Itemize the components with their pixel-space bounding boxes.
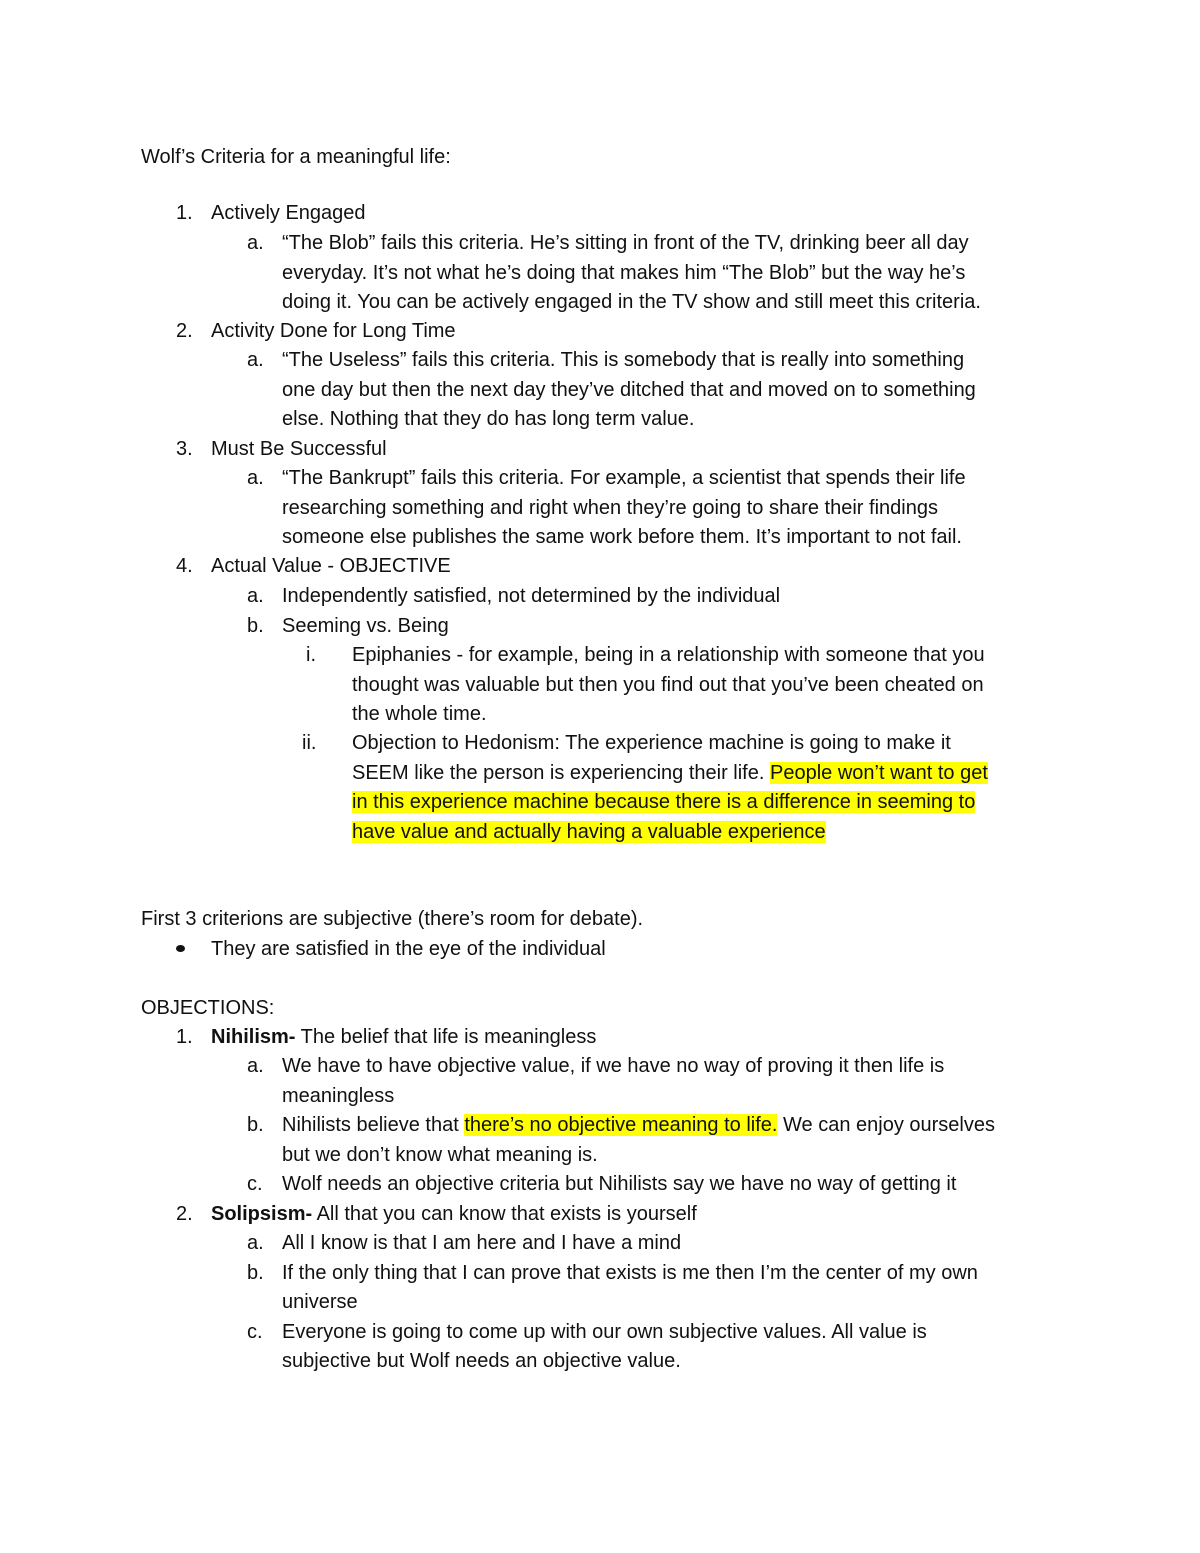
sub-text-line: “The Bankrupt” fails this criteria. For example, a scientist that spends their life xyxy=(282,467,966,489)
sub-text-line: subjective but Wolf needs an objective value. xyxy=(282,1350,681,1372)
roman-text-line xyxy=(352,761,988,785)
objections-heading: OBJECTIONS: xyxy=(141,997,275,1019)
sub-marker: a. xyxy=(247,349,264,371)
roman-text-line: the whole time. xyxy=(352,703,487,725)
highlighted-text: have value and actually having a valuable experience xyxy=(352,821,826,843)
sub-marker: b. xyxy=(247,1114,264,1136)
sub-marker: a. xyxy=(247,1232,264,1254)
sub-text-line: All I know is that I am here and I have a mind xyxy=(282,1232,682,1254)
highlighted-text: People won’t want to get xyxy=(769,762,988,784)
sub-marker: a. xyxy=(247,1055,264,1077)
sub-text-line: doing it. You can be actively engaged in the TV show and still meet this criteria. xyxy=(282,291,981,313)
sub-marker: b. xyxy=(247,1262,264,1284)
sub-text-line: “The Blob” fails this criteria. He’s sitting in front of the TV, drinking beer all day xyxy=(282,232,969,254)
objection-marker: 1. xyxy=(176,1026,193,1048)
objection-term: Nihilism- xyxy=(211,1026,296,1048)
sub-text-line: someone else publishes the same work before them. It’s important to not fail. xyxy=(282,526,962,548)
highlighted-text: there’s no objective meaning to life. xyxy=(464,1114,778,1136)
highlighted-text: in this experience machine because there is a difference in seeming to xyxy=(352,791,976,813)
sub-text-line xyxy=(282,1113,995,1137)
plain-text: We can enjoy ourselves xyxy=(777,1114,995,1136)
roman-text-line: thought was valuable but then you find out that you’ve been cheated on xyxy=(352,674,984,696)
roman-text-line: Objection to Hedonism: The experience machine is going to make it xyxy=(352,732,951,754)
objection-heading-line xyxy=(211,1025,596,1049)
roman-text-line: Epiphanies - for example, being in a relationship with someone that you xyxy=(352,644,985,666)
plain-text: Nihilists believe that xyxy=(282,1114,465,1136)
objection-marker: 2. xyxy=(176,1203,193,1225)
sub-text-line: researching something and right when they’re going to share their findings xyxy=(282,497,938,519)
criterion-label: Must Be Successful xyxy=(211,438,387,460)
roman-text-line xyxy=(352,820,826,844)
criterion-marker: 1. xyxy=(176,202,193,224)
sub-text-line: Wolf needs an objective criteria but Nihilists say we have no way of getting it xyxy=(282,1173,957,1195)
objection-description: All that you can know that exists is yourself xyxy=(312,1203,697,1225)
sub-text-line: but we don’t know what meaning is. xyxy=(282,1144,598,1166)
objection-term: Solipsism- xyxy=(211,1203,313,1225)
sub-marker: c. xyxy=(247,1173,263,1195)
sub-text-line: everyday. It’s not what he’s doing that makes him “The Blob” but the way he’s xyxy=(282,262,966,284)
sub-text-line: one day but then the next day they’ve ditched that and moved on to something xyxy=(282,379,976,401)
criterion-marker: 4. xyxy=(176,555,193,577)
sub-marker: a. xyxy=(247,232,264,254)
criterion-marker: 3. xyxy=(176,438,193,460)
criterion-marker: 2. xyxy=(176,320,193,342)
bullet-dot-icon xyxy=(176,945,185,952)
sub-text-line: meaningless xyxy=(282,1085,395,1107)
sub-text-line: We have to have objective value, if we have no way of proving it then life is xyxy=(282,1055,945,1077)
document-title: Wolf’s Criteria for a meaningful life: xyxy=(141,146,451,168)
sub-text-line: else. Nothing that they do has long term value. xyxy=(282,408,695,430)
roman-marker: i. xyxy=(306,644,316,666)
objection-heading-line xyxy=(211,1202,697,1226)
sub-marker: a. xyxy=(247,467,264,489)
roman-text-line xyxy=(352,790,975,814)
bullet-text: They are satisfied in the eye of the individual xyxy=(211,938,606,960)
sub-text-line: If the only thing that I can prove that exists is me then I’m the center of my own xyxy=(282,1262,978,1284)
sub-text-line: Seeming vs. Being xyxy=(282,615,449,637)
roman-marker: ii. xyxy=(302,732,317,754)
sub-marker: c. xyxy=(247,1321,263,1343)
sub-text-line: universe xyxy=(282,1291,358,1313)
sub-marker: b. xyxy=(247,615,264,637)
sub-text-line: Independently satisfied, not determined by the individual xyxy=(282,585,781,607)
criterion-label: Actual Value - OBJECTIVE xyxy=(211,555,451,577)
plain-text: SEEM like the person is experiencing their life. xyxy=(352,762,770,784)
sub-marker: a. xyxy=(247,585,264,607)
sub-text-line: “The Useless” fails this criteria. This is somebody that is really into something xyxy=(282,349,965,371)
sub-text-line: Everyone is going to come up with our own subjective values. All value is xyxy=(282,1321,927,1343)
criterion-label: Actively Engaged xyxy=(211,202,366,224)
criterion-label: Activity Done for Long Time xyxy=(211,320,456,342)
objection-description: The belief that life is meaningless xyxy=(295,1026,597,1048)
subjective-paragraph: First 3 criterions are subjective (there’s room for debate). xyxy=(141,908,644,930)
